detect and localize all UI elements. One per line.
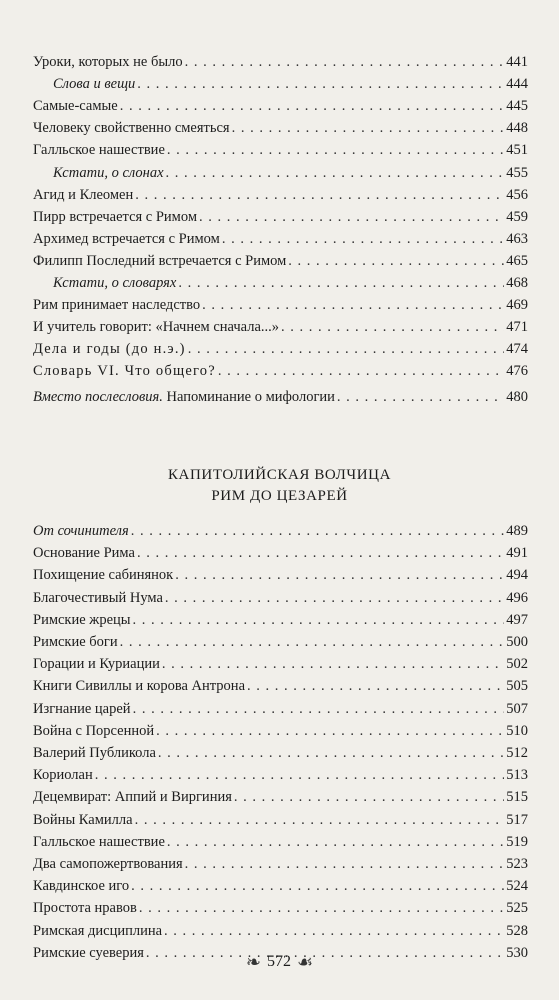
toc-entry-page: 469 bbox=[506, 297, 528, 314]
toc-entry[interactable] bbox=[33, 340, 528, 358]
toc-entry-title: Словарь VI. Что общего? bbox=[33, 363, 216, 380]
toc-entry-page: 524 bbox=[506, 878, 528, 895]
toc-entry-page: 502 bbox=[506, 656, 528, 673]
toc-entry-title: Похищение сабинянок bbox=[33, 567, 174, 584]
ornament-right-icon: ☙ bbox=[296, 952, 314, 973]
toc-entry[interactable] bbox=[33, 75, 528, 93]
toc-entry-page: 513 bbox=[506, 767, 528, 784]
toc-entry[interactable] bbox=[33, 744, 528, 762]
toc-entry-title: Благочестивый Нума bbox=[33, 589, 163, 606]
toc-entry-afterword[interactable] bbox=[33, 388, 528, 406]
toc-entry[interactable] bbox=[33, 274, 528, 292]
toc-entry-title: Филипп Последний встречается с Римом bbox=[33, 252, 287, 269]
toc-entry-page: 497 bbox=[506, 611, 528, 628]
toc-entry[interactable] bbox=[33, 164, 528, 182]
toc-entry[interactable] bbox=[33, 208, 528, 226]
toc-dot-leader bbox=[166, 164, 505, 182]
page-number: 572 bbox=[266, 953, 291, 970]
toc-dot-leader bbox=[137, 75, 504, 93]
toc-dot-leader bbox=[131, 522, 505, 540]
toc-entry-page: 515 bbox=[506, 789, 528, 806]
toc-entry[interactable] bbox=[33, 877, 528, 895]
toc-entry-page: 494 bbox=[506, 567, 528, 584]
toc-entry-title: Изгнание царей bbox=[33, 700, 131, 717]
toc-entry-page: 468 bbox=[506, 275, 528, 291]
toc-entry[interactable] bbox=[33, 722, 528, 740]
toc-entry-title: Самые-самые bbox=[33, 98, 118, 115]
toc-entry-title: Два самопожертвования bbox=[33, 856, 183, 872]
toc-entry[interactable] bbox=[33, 566, 528, 584]
toc-entry-page: 451 bbox=[506, 142, 528, 159]
toc-entry-page: 445 bbox=[506, 98, 528, 115]
toc-entry-title: Слова и вещи bbox=[53, 76, 136, 93]
toc-entry[interactable] bbox=[33, 53, 528, 71]
toc-entry-page: 471 bbox=[506, 319, 528, 336]
toc-entry-page: 489 bbox=[506, 523, 528, 539]
toc-entry-title: Кстати, о словарях bbox=[53, 275, 177, 291]
toc-entry-page: 517 bbox=[506, 811, 528, 828]
toc-dot-leader bbox=[137, 544, 504, 562]
afterword-italic: Вместо послесловия. bbox=[33, 389, 163, 405]
toc-entry-page: 476 bbox=[506, 363, 528, 380]
toc-entry-title: Войны Камилла bbox=[33, 811, 133, 828]
toc-entry-title: Война с Порсенной bbox=[33, 722, 155, 739]
toc-entry-page: 528 bbox=[506, 922, 528, 939]
toc-dot-leader bbox=[188, 340, 505, 358]
toc-entry[interactable] bbox=[33, 833, 528, 851]
toc-dot-leader bbox=[178, 274, 504, 292]
toc-dot-leader bbox=[131, 877, 504, 895]
toc-entry[interactable] bbox=[33, 700, 528, 718]
toc-entry[interactable] bbox=[33, 655, 528, 673]
toc-entry[interactable] bbox=[33, 186, 528, 204]
toc-dot-leader bbox=[120, 97, 505, 115]
toc-dot-leader bbox=[135, 811, 505, 829]
toc-entry-page: 448 bbox=[506, 120, 528, 137]
toc-dot-leader bbox=[135, 186, 504, 204]
toc-entry-title: Простота нравов bbox=[33, 900, 137, 917]
toc-entry[interactable] bbox=[33, 766, 528, 784]
toc-entry-page: 456 bbox=[506, 186, 528, 203]
toc-dot-leader bbox=[133, 700, 505, 718]
toc-entry-title: Римская дисциплина bbox=[33, 922, 163, 939]
toc-dot-leader bbox=[164, 922, 504, 940]
toc-dot-leader bbox=[247, 677, 504, 695]
toc-dot-leader bbox=[234, 788, 504, 806]
toc-entry-title: Книги Сивиллы и корова Антрона bbox=[33, 678, 245, 695]
toc-dot-leader bbox=[156, 722, 504, 740]
toc-entry[interactable] bbox=[33, 230, 528, 248]
toc-dot-leader bbox=[288, 252, 504, 270]
toc-entry-title: Агид и Клеомен bbox=[33, 186, 134, 203]
toc-entry[interactable] bbox=[33, 97, 528, 115]
toc-dot-leader bbox=[185, 855, 505, 873]
afterword-rest: Напоминание о мифологии bbox=[162, 389, 335, 405]
toc-entry-title: Рим принимает наследство bbox=[33, 297, 201, 314]
toc-entry-page: 444 bbox=[506, 76, 528, 93]
toc-dot-leader bbox=[232, 119, 505, 137]
toc-entry-title: Уроки, которых не было bbox=[33, 54, 183, 70]
toc-entry-title: От сочинителя bbox=[33, 523, 129, 539]
toc-entry-page: 525 bbox=[506, 900, 528, 917]
toc-entry-page: 505 bbox=[506, 678, 528, 695]
toc-entry[interactable] bbox=[33, 811, 528, 829]
toc-dot-leader bbox=[120, 633, 505, 651]
toc-entry[interactable] bbox=[33, 855, 528, 873]
ornament-left-icon: ❧ bbox=[245, 952, 261, 973]
toc-entry[interactable] bbox=[33, 252, 528, 270]
toc-entry-page: 441 bbox=[506, 54, 528, 70]
toc-dot-leader bbox=[162, 655, 504, 673]
toc-entry-page: 507 bbox=[506, 700, 528, 717]
toc-entry[interactable] bbox=[33, 788, 528, 806]
toc-entry-title: Римские боги bbox=[33, 634, 118, 650]
toc-entry-page: 530 bbox=[506, 944, 528, 961]
toc-dot-leader bbox=[167, 141, 504, 159]
toc-entry-page: 523 bbox=[506, 856, 528, 872]
toc-entry-page: 510 bbox=[506, 722, 528, 739]
toc-entry-page: 496 bbox=[506, 589, 528, 606]
toc-entry-title: Валерий Публикола bbox=[33, 745, 156, 761]
toc-dot-leader bbox=[95, 766, 505, 784]
toc-entry-title: Человеку свойственно смеяться bbox=[33, 120, 230, 137]
toc-entry[interactable] bbox=[33, 544, 528, 562]
toc-entry-title: Римские жрецы bbox=[33, 611, 131, 628]
toc-entry-title: Галльское нашествие bbox=[33, 833, 165, 850]
toc-entry[interactable] bbox=[33, 922, 528, 940]
toc-entry[interactable] bbox=[33, 899, 528, 917]
section-heading-line1: КАПИТОЛИЙСКАЯ ВОЛЧИЦА bbox=[167, 467, 392, 483]
toc-entry-page: 455 bbox=[506, 164, 528, 181]
toc-dot-leader bbox=[222, 230, 504, 248]
toc-entry-page: 519 bbox=[506, 833, 528, 850]
toc-entry-page: 480 bbox=[506, 389, 528, 405]
toc-entry-page: 512 bbox=[506, 745, 528, 761]
toc-dot-leader bbox=[175, 566, 504, 584]
toc-entry-title: Пирр встречается с Римом bbox=[33, 208, 198, 225]
page-footer bbox=[0, 952, 559, 972]
toc-entry-page: 491 bbox=[506, 545, 528, 562]
toc-entry[interactable] bbox=[33, 362, 528, 380]
toc-entry-title: Римские суеверия bbox=[33, 944, 144, 961]
toc-entry-title: Дела и годы (до н.э.) bbox=[33, 341, 186, 358]
toc-dot-leader bbox=[202, 296, 504, 314]
toc-entry-title: Архимед встречается с Римом bbox=[33, 230, 220, 247]
toc-dot-leader bbox=[281, 318, 504, 336]
toc-entry-title bbox=[33, 388, 335, 406]
toc-entry-title: Кориолан bbox=[33, 767, 93, 784]
toc-entry-page: 500 bbox=[506, 634, 528, 650]
toc-entry[interactable] bbox=[33, 677, 528, 695]
toc-dot-leader bbox=[199, 208, 504, 226]
toc-dot-leader bbox=[139, 899, 504, 917]
toc-entry[interactable] bbox=[33, 589, 528, 607]
toc-entry-title: Кавдинское иго bbox=[33, 878, 130, 895]
toc-entry[interactable] bbox=[33, 611, 528, 629]
toc-entry-title: Основание Рима bbox=[33, 545, 135, 562]
toc-dot-leader bbox=[165, 589, 504, 607]
toc-entry-title: Децемвират: Аппий и Виргиния bbox=[33, 789, 232, 806]
toc-entry-page: 474 bbox=[506, 341, 528, 358]
toc-entry[interactable] bbox=[33, 522, 528, 540]
toc-entry[interactable] bbox=[33, 296, 528, 314]
section-heading-line2: РИМ ДО ЦЕЗАРЕЙ bbox=[211, 488, 348, 504]
toc-entry-page: 465 bbox=[506, 252, 528, 269]
toc-entry-title: Горации и Куриации bbox=[33, 656, 160, 673]
toc-entry[interactable] bbox=[33, 119, 528, 137]
toc-dot-leader bbox=[133, 611, 505, 629]
toc-entry-title: Кстати, о слонах bbox=[53, 164, 164, 181]
toc-dot-leader bbox=[158, 744, 504, 762]
toc-entry-title: Галльское нашествие bbox=[33, 142, 165, 159]
toc-entry[interactable] bbox=[33, 633, 528, 651]
toc-dot-leader bbox=[218, 362, 504, 380]
toc-dot-leader bbox=[167, 833, 504, 851]
toc-dot-leader bbox=[337, 388, 504, 406]
toc-entry[interactable] bbox=[33, 318, 528, 336]
toc-dot-leader bbox=[185, 53, 505, 71]
toc-entry-title: И учитель говорит: «Начнем сначала...» bbox=[33, 319, 280, 336]
toc-entry-page: 463 bbox=[506, 230, 528, 247]
toc-entry-page: 459 bbox=[506, 208, 528, 225]
toc-entry[interactable] bbox=[33, 141, 528, 159]
